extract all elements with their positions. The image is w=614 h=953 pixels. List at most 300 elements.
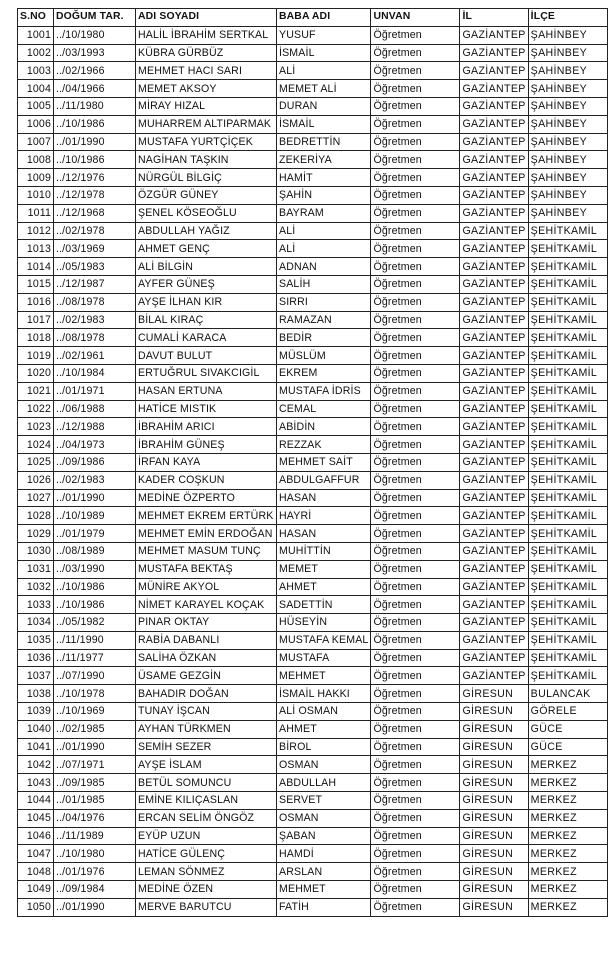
cell-unvan: Öğretmen — [371, 703, 460, 721]
table-row — [18, 364, 608, 382]
table-row — [18, 898, 608, 916]
cell-ilce: ŞEHİTKAMİL — [528, 560, 607, 578]
cell-ilce: ŞAHİNBEY — [528, 62, 607, 80]
cell-dogum-tarihi: ../12/1988 — [54, 418, 136, 436]
cell-adi-soyadi: ALİ BİLGİN — [136, 258, 277, 276]
cell-adi-soyadi: MEDİNE ÖZEN — [136, 881, 277, 899]
cell-ilce: ŞEHİTKAMİL — [528, 329, 607, 347]
cell-baba-adi: BAYRAM — [277, 204, 371, 222]
cell-il: GAZİANTEP — [460, 204, 528, 222]
cell-ilce: ŞEHİTKAMİL — [528, 258, 607, 276]
cell-unvan: Öğretmen — [371, 222, 460, 240]
cell-unvan: Öğretmen — [371, 881, 460, 899]
cell-sno: 1022 — [18, 400, 54, 418]
cell-unvan: Öğretmen — [371, 258, 460, 276]
table-row — [18, 115, 608, 133]
table-row — [18, 258, 608, 276]
table-row — [18, 80, 608, 98]
cell-il: GİRESUN — [460, 774, 528, 792]
cell-baba-adi: MEHMET — [277, 881, 371, 899]
cell-ilce: MERKEZ — [528, 809, 607, 827]
cell-adi-soyadi: LEMAN SÖNMEZ — [136, 863, 277, 881]
cell-ilce: MERKEZ — [528, 845, 607, 863]
cell-il: GİRESUN — [460, 720, 528, 738]
cell-adi-soyadi: KADER COŞKUN — [136, 471, 277, 489]
cell-dogum-tarihi: ../11/1989 — [54, 827, 136, 845]
cell-sno: 1015 — [18, 275, 54, 293]
table-row — [18, 347, 608, 365]
cell-il: GAZİANTEP — [460, 80, 528, 98]
cell-sno: 1045 — [18, 809, 54, 827]
cell-dogum-tarihi: ../04/1966 — [54, 80, 136, 98]
cell-baba-adi: MEHMET — [277, 667, 371, 685]
cell-adi-soyadi: KÜBRA GÜRBÜZ — [136, 44, 277, 62]
cell-il: GAZİANTEP — [460, 151, 528, 169]
cell-dogum-tarihi: ../02/1966 — [54, 62, 136, 80]
cell-baba-adi: BEDRETTİN — [277, 133, 371, 151]
cell-sno: 1019 — [18, 347, 54, 365]
cell-baba-adi: MUHİTTİN — [277, 542, 371, 560]
cell-ilce: ŞEHİTKAMİL — [528, 614, 607, 632]
cell-adi-soyadi: BİLAL KIRAÇ — [136, 311, 277, 329]
cell-ilce: ŞEHİTKAMİL — [528, 596, 607, 614]
table-row — [18, 792, 608, 810]
cell-sno: 1031 — [18, 560, 54, 578]
cell-baba-adi: ABDULLAH — [277, 774, 371, 792]
cell-adi-soyadi: İRFAN KAYA — [136, 453, 277, 471]
table-row — [18, 169, 608, 187]
table-row — [18, 26, 608, 44]
cell-baba-adi: MÜSLÜM — [277, 347, 371, 365]
table-row — [18, 703, 608, 721]
cell-unvan: Öğretmen — [371, 62, 460, 80]
cell-baba-adi: MUSTAFA KEMAL — [277, 631, 371, 649]
table-row — [18, 685, 608, 703]
cell-baba-adi: ABİDİN — [277, 418, 371, 436]
cell-baba-adi: FATİH — [277, 898, 371, 916]
cell-unvan: Öğretmen — [371, 774, 460, 792]
table-row — [18, 809, 608, 827]
table-row — [18, 738, 608, 756]
cell-adi-soyadi: TUNAY İŞCAN — [136, 703, 277, 721]
cell-dogum-tarihi: ../02/1985 — [54, 720, 136, 738]
cell-il: GİRESUN — [460, 738, 528, 756]
cell-il: GAZİANTEP — [460, 115, 528, 133]
cell-baba-adi: ZEKERİYA — [277, 151, 371, 169]
cell-baba-adi: ALİ — [277, 240, 371, 258]
cell-sno: 1011 — [18, 204, 54, 222]
cell-il: GİRESUN — [460, 863, 528, 881]
cell-unvan: Öğretmen — [371, 845, 460, 863]
cell-ilce: ŞEHİTKAMİL — [528, 649, 607, 667]
cell-sno: 1004 — [18, 80, 54, 98]
table-row — [18, 329, 608, 347]
cell-sno: 1044 — [18, 792, 54, 810]
cell-sno: 1033 — [18, 596, 54, 614]
cell-baba-adi: HAYRİ — [277, 507, 371, 525]
cell-sno: 1037 — [18, 667, 54, 685]
cell-sno: 1026 — [18, 471, 54, 489]
cell-dogum-tarihi: ../07/1971 — [54, 756, 136, 774]
cell-sno: 1036 — [18, 649, 54, 667]
table-row — [18, 649, 608, 667]
cell-baba-adi: RAMAZAN — [277, 311, 371, 329]
cell-dogum-tarihi: ../01/1990 — [54, 133, 136, 151]
cell-baba-adi: BİROL — [277, 738, 371, 756]
table-header-row — [18, 9, 608, 27]
cell-sno: 1048 — [18, 863, 54, 881]
cell-ilce: MERKEZ — [528, 863, 607, 881]
cell-ilce: MERKEZ — [528, 898, 607, 916]
cell-adi-soyadi: EYÜP UZUN — [136, 827, 277, 845]
cell-ilce: ŞEHİTKAMİL — [528, 453, 607, 471]
cell-dogum-tarihi: ../12/1987 — [54, 275, 136, 293]
cell-il: GAZİANTEP — [460, 418, 528, 436]
cell-adi-soyadi: MUSTAFA BEKTAŞ — [136, 560, 277, 578]
cell-il: GAZİANTEP — [460, 62, 528, 80]
cell-baba-adi: EKREM — [277, 364, 371, 382]
cell-baba-adi: SIRRI — [277, 293, 371, 311]
cell-baba-adi: İSMAİL HAKKI — [277, 685, 371, 703]
cell-baba-adi: REZZAK — [277, 436, 371, 454]
cell-adi-soyadi: ŞENEL KÖSEOĞLU — [136, 204, 277, 222]
cell-unvan: Öğretmen — [371, 738, 460, 756]
cell-sno: 1003 — [18, 62, 54, 80]
cell-il: GAZİANTEP — [460, 400, 528, 418]
cell-baba-adi: ALİ OSMAN — [277, 703, 371, 721]
cell-unvan: Öğretmen — [371, 347, 460, 365]
cell-dogum-tarihi: ../11/1977 — [54, 649, 136, 667]
table-row — [18, 97, 608, 115]
cell-unvan: Öğretmen — [371, 453, 460, 471]
cell-dogum-tarihi: ../04/1973 — [54, 436, 136, 454]
cell-adi-soyadi: CUMALİ KARACA — [136, 329, 277, 347]
cell-il: GİRESUN — [460, 845, 528, 863]
cell-adi-soyadi: ERTUĞRUL SIVAKCIGİL — [136, 364, 277, 382]
table-row — [18, 151, 608, 169]
table-row — [18, 471, 608, 489]
cell-unvan: Öğretmen — [371, 898, 460, 916]
cell-dogum-tarihi: ../10/1986 — [54, 578, 136, 596]
table-row — [18, 525, 608, 543]
cell-dogum-tarihi: ../10/1986 — [54, 151, 136, 169]
cell-ilce: MERKEZ — [528, 792, 607, 810]
cell-adi-soyadi: BETÜL SOMUNCU — [136, 774, 277, 792]
cell-dogum-tarihi: ../01/1990 — [54, 489, 136, 507]
cell-ilce: ŞAHİNBEY — [528, 97, 607, 115]
cell-ilce: ŞAHİNBEY — [528, 151, 607, 169]
cell-il: GAZİANTEP — [460, 560, 528, 578]
table-row — [18, 542, 608, 560]
cell-sno: 1023 — [18, 418, 54, 436]
table-row — [18, 489, 608, 507]
cell-il: GİRESUN — [460, 792, 528, 810]
cell-il: GAZİANTEP — [460, 507, 528, 525]
table-row — [18, 275, 608, 293]
cell-dogum-tarihi: ../08/1989 — [54, 542, 136, 560]
cell-ilce: ŞEHİTKAMİL — [528, 400, 607, 418]
cell-ilce: MERKEZ — [528, 881, 607, 899]
cell-ilce: MERKEZ — [528, 756, 607, 774]
cell-il: GAZİANTEP — [460, 169, 528, 187]
cell-ilce: ŞEHİTKAMİL — [528, 364, 607, 382]
cell-ilce: ŞAHİNBEY — [528, 186, 607, 204]
cell-baba-adi: İSMAİL — [277, 44, 371, 62]
cell-baba-adi: MEMET ALİ — [277, 80, 371, 98]
cell-sno: 1010 — [18, 186, 54, 204]
cell-ilce: ŞAHİNBEY — [528, 44, 607, 62]
teacher-list-table — [17, 8, 608, 917]
table-row — [18, 667, 608, 685]
table-row — [18, 614, 608, 632]
cell-baba-adi: HAMDİ — [277, 845, 371, 863]
cell-il: GAZİANTEP — [460, 436, 528, 454]
cell-unvan: Öğretmen — [371, 186, 460, 204]
cell-dogum-tarihi: ../03/1969 — [54, 240, 136, 258]
cell-adi-soyadi: HALİL İBRAHİM SERTKAL — [136, 26, 277, 44]
cell-adi-soyadi: RABİA DABANLI — [136, 631, 277, 649]
cell-baba-adi: MUSTAFA İDRİS — [277, 382, 371, 400]
cell-unvan: Öğretmen — [371, 809, 460, 827]
cell-il: GAZİANTEP — [460, 596, 528, 614]
table-row — [18, 133, 608, 151]
cell-unvan: Öğretmen — [371, 115, 460, 133]
cell-dogum-tarihi: ../11/1980 — [54, 97, 136, 115]
cell-unvan: Öğretmen — [371, 329, 460, 347]
cell-il: GİRESUN — [460, 703, 528, 721]
cell-unvan: Öğretmen — [371, 525, 460, 543]
cell-adi-soyadi: MEMET AKSOY — [136, 80, 277, 98]
cell-dogum-tarihi: ../05/1983 — [54, 258, 136, 276]
cell-baba-adi: SALİH — [277, 275, 371, 293]
cell-il: GİRESUN — [460, 756, 528, 774]
cell-sno: 1005 — [18, 97, 54, 115]
cell-unvan: Öğretmen — [371, 204, 460, 222]
cell-ilce: ŞEHİTKAMİL — [528, 667, 607, 685]
cell-il: GAZİANTEP — [460, 26, 528, 44]
cell-dogum-tarihi: ../11/1990 — [54, 631, 136, 649]
table-row — [18, 222, 608, 240]
cell-baba-adi: ŞABAN — [277, 827, 371, 845]
cell-il: GAZİANTEP — [460, 133, 528, 151]
cell-baba-adi: MEHMET SAİT — [277, 453, 371, 471]
cell-unvan: Öğretmen — [371, 578, 460, 596]
table-row — [18, 400, 608, 418]
cell-ilce: ŞEHİTKAMİL — [528, 525, 607, 543]
cell-sno: 1034 — [18, 614, 54, 632]
cell-baba-adi: ALİ — [277, 222, 371, 240]
cell-ilce: MERKEZ — [528, 827, 607, 845]
cell-unvan: Öğretmen — [371, 667, 460, 685]
cell-unvan: Öğretmen — [371, 44, 460, 62]
cell-il: GAZİANTEP — [460, 525, 528, 543]
cell-adi-soyadi: MEDİNE ÖZPERTO — [136, 489, 277, 507]
cell-il: GAZİANTEP — [460, 293, 528, 311]
cell-ilce: GÜCE — [528, 720, 607, 738]
header-adi-soyadi: ADI SOYADI — [136, 9, 277, 27]
cell-il: GAZİANTEP — [460, 329, 528, 347]
cell-ilce: GÖRELE — [528, 703, 607, 721]
cell-adi-soyadi: İBRAHİM GÜNEŞ — [136, 436, 277, 454]
cell-il: GAZİANTEP — [460, 364, 528, 382]
cell-sno: 1009 — [18, 169, 54, 187]
cell-ilce: ŞAHİNBEY — [528, 204, 607, 222]
cell-unvan: Öğretmen — [371, 151, 460, 169]
cell-sno: 1041 — [18, 738, 54, 756]
cell-sno: 1001 — [18, 26, 54, 44]
table-row — [18, 382, 608, 400]
cell-sno: 1050 — [18, 898, 54, 916]
table-row — [18, 720, 608, 738]
cell-adi-soyadi: BAHADIR DOĞAN — [136, 685, 277, 703]
header-ilce: İLÇE — [528, 9, 607, 27]
table-row — [18, 881, 608, 899]
cell-adi-soyadi: NÜRGÜL BİLGİÇ — [136, 169, 277, 187]
cell-dogum-tarihi: ../02/1983 — [54, 311, 136, 329]
cell-sno: 1049 — [18, 881, 54, 899]
cell-sno: 1040 — [18, 720, 54, 738]
cell-unvan: Öğretmen — [371, 97, 460, 115]
cell-sno: 1038 — [18, 685, 54, 703]
cell-unvan: Öğretmen — [371, 685, 460, 703]
cell-il: GAZİANTEP — [460, 614, 528, 632]
table-body — [18, 26, 608, 916]
cell-sno: 1042 — [18, 756, 54, 774]
cell-unvan: Öğretmen — [371, 364, 460, 382]
cell-il: GAZİANTEP — [460, 471, 528, 489]
cell-il: GAZİANTEP — [460, 186, 528, 204]
cell-adi-soyadi: ÜSAME GEZGİN — [136, 667, 277, 685]
cell-dogum-tarihi: ../10/1969 — [54, 703, 136, 721]
cell-dogum-tarihi: ../01/1985 — [54, 792, 136, 810]
table-row — [18, 240, 608, 258]
cell-baba-adi: AHMET — [277, 578, 371, 596]
cell-dogum-tarihi: ../12/1968 — [54, 204, 136, 222]
cell-ilce: ŞEHİTKAMİL — [528, 222, 607, 240]
cell-unvan: Öğretmen — [371, 240, 460, 258]
cell-il: GAZİANTEP — [460, 97, 528, 115]
cell-dogum-tarihi: ../10/1984 — [54, 364, 136, 382]
cell-unvan: Öğretmen — [371, 275, 460, 293]
cell-sno: 1035 — [18, 631, 54, 649]
cell-baba-adi: HÜSEYİN — [277, 614, 371, 632]
cell-adi-soyadi: AYFER GÜNEŞ — [136, 275, 277, 293]
cell-il: GAZİANTEP — [460, 258, 528, 276]
cell-sno: 1027 — [18, 489, 54, 507]
cell-adi-soyadi: ABDULLAH YAĞIZ — [136, 222, 277, 240]
cell-baba-adi: ARSLAN — [277, 863, 371, 881]
table-row — [18, 756, 608, 774]
cell-dogum-tarihi: ../07/1990 — [54, 667, 136, 685]
cell-adi-soyadi: ERCAN SELİM ÖNGÖZ — [136, 809, 277, 827]
cell-baba-adi: ABDULGAFFUR — [277, 471, 371, 489]
cell-ilce: ŞAHİNBEY — [528, 115, 607, 133]
cell-unvan: Öğretmen — [371, 26, 460, 44]
cell-unvan: Öğretmen — [371, 756, 460, 774]
table-row — [18, 453, 608, 471]
cell-dogum-tarihi: ../02/1978 — [54, 222, 136, 240]
table-row — [18, 44, 608, 62]
cell-dogum-tarihi: ../01/1990 — [54, 898, 136, 916]
cell-ilce: ŞEHİTKAMİL — [528, 507, 607, 525]
table-row — [18, 186, 608, 204]
cell-dogum-tarihi: ../02/1961 — [54, 347, 136, 365]
cell-sno: 1012 — [18, 222, 54, 240]
cell-il: GİRESUN — [460, 809, 528, 827]
cell-dogum-tarihi: ../12/1978 — [54, 186, 136, 204]
cell-dogum-tarihi: ../10/1986 — [54, 596, 136, 614]
cell-sno: 1007 — [18, 133, 54, 151]
cell-adi-soyadi: HATİCE MISTIK — [136, 400, 277, 418]
cell-il: GAZİANTEP — [460, 649, 528, 667]
cell-adi-soyadi: SEMİH SEZER — [136, 738, 277, 756]
cell-adi-soyadi: AHMET GENÇ — [136, 240, 277, 258]
table-row — [18, 827, 608, 845]
cell-ilce: ŞEHİTKAMİL — [528, 240, 607, 258]
cell-adi-soyadi: SALİHA ÖZKAN — [136, 649, 277, 667]
table-row — [18, 507, 608, 525]
cell-adi-soyadi: EMİNE KILIÇASLAN — [136, 792, 277, 810]
cell-il: GAZİANTEP — [460, 578, 528, 596]
cell-baba-adi: HASAN — [277, 489, 371, 507]
table-row — [18, 62, 608, 80]
table-row — [18, 845, 608, 863]
table-row — [18, 293, 608, 311]
cell-baba-adi: HASAN — [277, 525, 371, 543]
cell-sno: 1017 — [18, 311, 54, 329]
cell-adi-soyadi: AYŞE İLHAN KIR — [136, 293, 277, 311]
table-row — [18, 436, 608, 454]
table-row — [18, 774, 608, 792]
cell-sno: 1002 — [18, 44, 54, 62]
header-il: İL — [460, 9, 528, 27]
cell-dogum-tarihi: ../01/1971 — [54, 382, 136, 400]
cell-dogum-tarihi: ../09/1985 — [54, 774, 136, 792]
header-baba-adi: BABA ADI — [277, 9, 371, 27]
cell-unvan: Öğretmen — [371, 863, 460, 881]
cell-baba-adi: OSMAN — [277, 809, 371, 827]
cell-unvan: Öğretmen — [371, 560, 460, 578]
cell-ilce: ŞEHİTKAMİL — [528, 578, 607, 596]
cell-dogum-tarihi: ../10/1989 — [54, 507, 136, 525]
cell-adi-soyadi: MEHMET EMİN ERDOĞAN — [136, 525, 277, 543]
cell-sno: 1008 — [18, 151, 54, 169]
cell-ilce: ŞEHİTKAMİL — [528, 418, 607, 436]
cell-baba-adi: ADNAN — [277, 258, 371, 276]
cell-sno: 1043 — [18, 774, 54, 792]
cell-ilce: ŞAHİNBEY — [528, 26, 607, 44]
cell-adi-soyadi: İBRAHİM ARICI — [136, 418, 277, 436]
cell-il: GAZİANTEP — [460, 667, 528, 685]
cell-sno: 1047 — [18, 845, 54, 863]
cell-ilce: ŞEHİTKAMİL — [528, 347, 607, 365]
table-row — [18, 631, 608, 649]
cell-sno: 1016 — [18, 293, 54, 311]
table-row — [18, 418, 608, 436]
cell-adi-soyadi: MUSTAFA YURTÇİÇEK — [136, 133, 277, 151]
cell-sno: 1021 — [18, 382, 54, 400]
cell-adi-soyadi: PINAR OKTAY — [136, 614, 277, 632]
cell-unvan: Öğretmen — [371, 827, 460, 845]
cell-sno: 1046 — [18, 827, 54, 845]
cell-il: GAZİANTEP — [460, 311, 528, 329]
cell-sno: 1032 — [18, 578, 54, 596]
cell-sno: 1014 — [18, 258, 54, 276]
cell-dogum-tarihi: ../03/1993 — [54, 44, 136, 62]
cell-ilce: ŞEHİTKAMİL — [528, 542, 607, 560]
cell-unvan: Öğretmen — [371, 596, 460, 614]
cell-unvan: Öğretmen — [371, 792, 460, 810]
